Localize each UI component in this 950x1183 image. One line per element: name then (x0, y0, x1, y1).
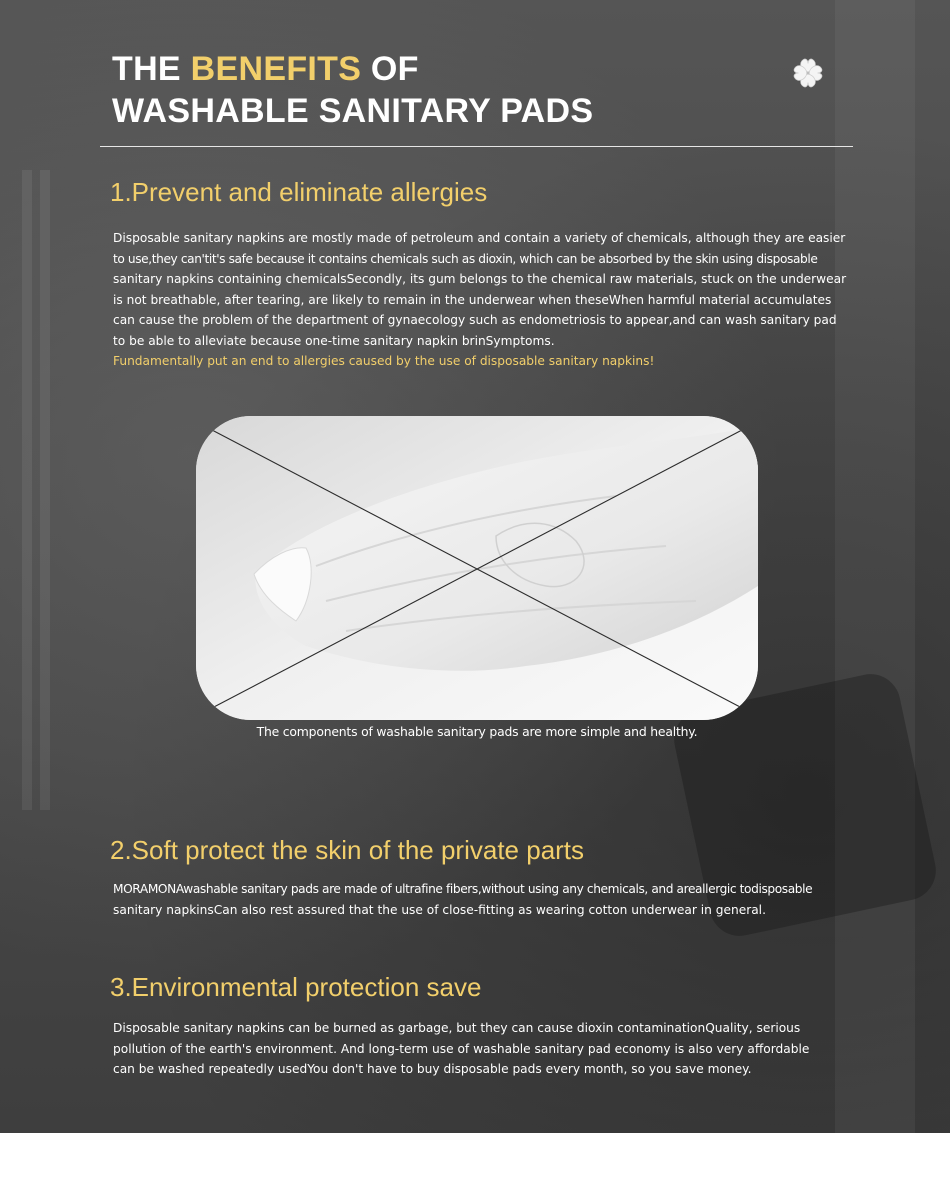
page-title (112, 48, 593, 132)
section-1-line: can cause the problem of the department of gynaecology such as endometriosis to appear,and can wash sanitary pad (113, 313, 837, 327)
background-decoration (22, 170, 32, 810)
pad-illustration (196, 416, 758, 720)
section-1-line: to use,they can'tit's safe because it contains chemicals such as dioxin, which can be absorbed by the skin using disposable (113, 251, 818, 266)
clover-icon (789, 54, 827, 92)
title-line-2: WASHABLE SANITARY PADS (112, 92, 594, 130)
header-divider (100, 146, 853, 147)
image-caption: The components of washable sanitary pads are more simple and healthy. (256, 724, 698, 739)
section-2-body (113, 879, 827, 920)
section-3-body (113, 1018, 827, 1080)
section-1-highlight: Fundamentally put an end to allergies caused by the use of disposable sanitary napkins! (113, 354, 655, 368)
background-decoration (40, 170, 50, 810)
product-image (196, 416, 758, 720)
section-3-line: pollution of the earth's environment. And long-term use of washable sanitary pad economy is also very affordable (113, 1041, 810, 1056)
title-prefix: THE (112, 50, 191, 88)
section-1-line: is not breathable, after tearing, are likely to remain in the underwear when theseWhen harmful material accumulates (113, 292, 832, 307)
section-3-heading: 3.Environmental protection save (110, 972, 482, 1002)
section-3-line: Disposable sanitary napkins can be burned as garbage, but they can cause dioxin contaminationQuality, serious (113, 1021, 801, 1035)
section-2-line: sanitary napkinsCan also rest assured that the use of close-fitting as wearing cotton underwear in general. (113, 902, 766, 917)
title-highlight: BENEFITS (190, 50, 362, 88)
title-suffix: OF (361, 50, 419, 88)
section-1-line: to be able to alleviate because one-time sanitary napkin brinSymptoms. (113, 333, 555, 348)
section-3-line: can be washed repeatedly usedYou don't have to buy disposable pads every month, so you save money. (113, 1062, 752, 1076)
section-1-heading: 1.Prevent and eliminate allergies (110, 177, 488, 207)
section-2-line: MORAMONAwashable sanitary pads are made of ultrafine fibers,without using any chemicals, and areallergic todisposable (113, 882, 813, 896)
section-1-line: sanitary napkins containing chemicalsSecondly, its gum belongs to the chemical raw materials, stuck on the underwear (113, 272, 847, 286)
section-2-heading: 2.Soft protect the skin of the private parts (110, 835, 585, 865)
background-decoration (835, 0, 915, 1133)
section-1-line: Disposable sanitary napkins are mostly made of petroleum and contain a variety of chemicals, although they are easier (113, 231, 846, 245)
section-1-body (113, 228, 847, 372)
